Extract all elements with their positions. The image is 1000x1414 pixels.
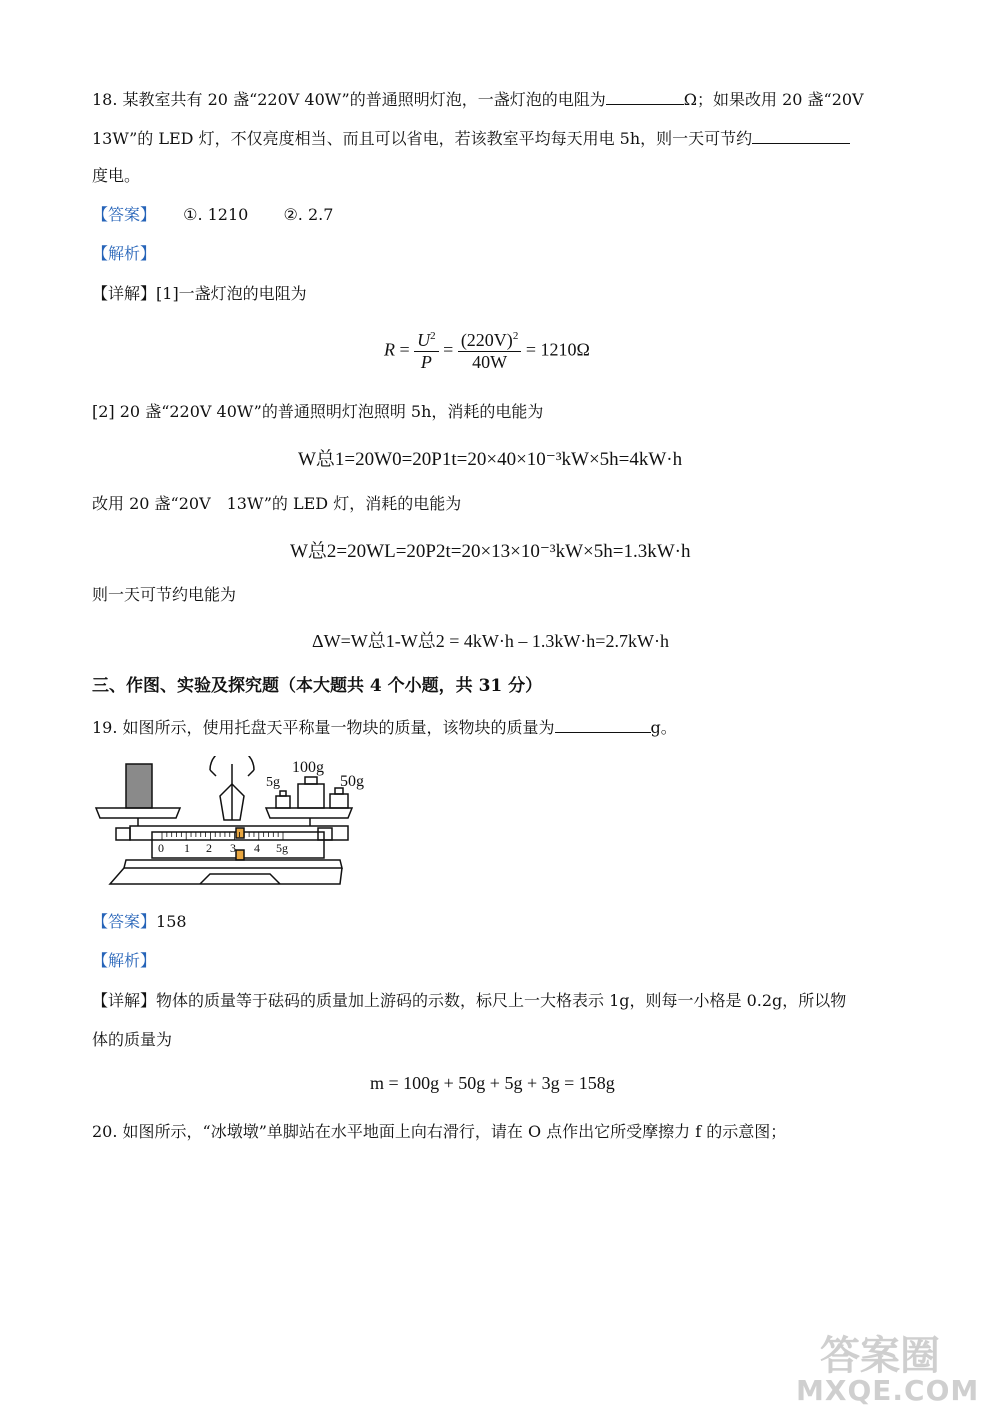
q18-line2 (92, 127, 850, 149)
q18-detail-1: 【详解】[1]一盏灯泡的电阻为 (92, 284, 307, 303)
detail-tag: 【详解】 (92, 284, 157, 303)
weight-50g (330, 794, 348, 808)
scale-label-3: 3 (230, 841, 236, 855)
q18-detail-3: 改用 20 盏“20V 13W”的 LED 灯，消耗的电能为 (92, 494, 462, 513)
q19-answer: 【答案】158 (92, 912, 187, 931)
section-title: 三、作图、实验及探究题（本大题共 4 个小题，共 31 分） (92, 676, 543, 696)
q18-blank-2 (752, 127, 850, 144)
answer-tag: 【答案】 (92, 205, 157, 224)
weight-5g (276, 796, 290, 808)
q18-detail-4: 则一天可节约电能为 (92, 585, 237, 604)
q18-detail-2: [2] 20 盏“220V 40W”的普通照明灯泡照明 5h，消耗的电能为 (92, 402, 544, 421)
weight-label-50g: 50g (340, 773, 364, 790)
left-pan (96, 808, 180, 818)
object-block (126, 764, 152, 808)
q18-answer-1: ①. 1210 (183, 205, 249, 224)
fraction-2: $\frac{(220V)^2}{40W}$ (458, 330, 522, 373)
weight-100g (298, 784, 324, 808)
q18-answer-2: ②. 2.7 (283, 205, 334, 224)
watermark-url: MXQE.COM (796, 1374, 980, 1407)
q18-blank-1 (606, 88, 684, 105)
base (124, 860, 342, 868)
q19-blank (555, 716, 651, 733)
q19-analysis-tag: 【解析】 (92, 951, 157, 970)
fraction-1: $\frac{U^2}{P}$ (414, 330, 439, 373)
q18-equation-4: ΔW=W总1-W总2 = 4kW·h – 1.3kW·h=2.7kW·h (312, 631, 669, 651)
balance-figure (90, 756, 380, 890)
weight-label-5g: 5g (266, 775, 280, 790)
q19-equation: m = 100g + 50g + 5g + 3g = 158g (370, 1073, 615, 1093)
scale-label-1: 1 (184, 841, 190, 855)
weight-label-100g: 100g (292, 759, 324, 776)
scale-label-5g: 5g (276, 841, 288, 855)
scale-label-4: 4 (254, 841, 260, 855)
scale-label-2: 2 (206, 841, 212, 855)
q19-detail-2: 体的质量为 (92, 1030, 173, 1049)
q20-text: 20. 如图所示，“冰墩墩”单脚站在水平地面上向右滑行，请在 O 点作出它所受摩擦力 f 的示意图； (92, 1122, 787, 1141)
right-pan (266, 808, 352, 818)
q18-answer (92, 205, 333, 225)
q18-text-c: 13W”的 LED 灯，不仅亮度相当、而且可以省电，若该教室平均每天用电 5h，则一天可节约 (92, 129, 753, 148)
q18-equation-1: R = $\frac{U^2}{P}$ = $\frac{(220V)^2}{40W}$ = 1210Ω (384, 330, 590, 372)
q18-text-a: 18. 某教室共有 20 盏“220V 40W”的普通照明灯泡，一盏灯泡的电阻为 (92, 90, 606, 109)
q18-analysis-tag: 【解析】 (92, 244, 157, 263)
q18-line3: 度电。 (92, 166, 141, 185)
watermark-logo: 答案圈 (820, 1333, 940, 1379)
q18-equation-2: W总1=20W0=20P1t=20×40×10⁻³kW×5h=4kW·h (298, 449, 683, 470)
q18-equation-3: W总2=20WL=20P2t=20×13×10⁻³kW×5h=1.3kW·h (290, 541, 691, 562)
q19-line1: 19. 如图所示，使用托盘天平称量一物块的质量，该物块的质量为 g。 (92, 718, 677, 737)
q19-detail-1: 【详解】物体的质量等于砝码的质量加上游码的示数，标尺上一大格表示 1g，则每一小格是 0.2g，所以物 (92, 991, 847, 1010)
q18-text-b: Ω；如果改用 20 盏“20V (683, 90, 864, 109)
q18-line1 (92, 88, 864, 110)
rider (236, 828, 244, 838)
scale-label-0: 0 (158, 841, 164, 855)
